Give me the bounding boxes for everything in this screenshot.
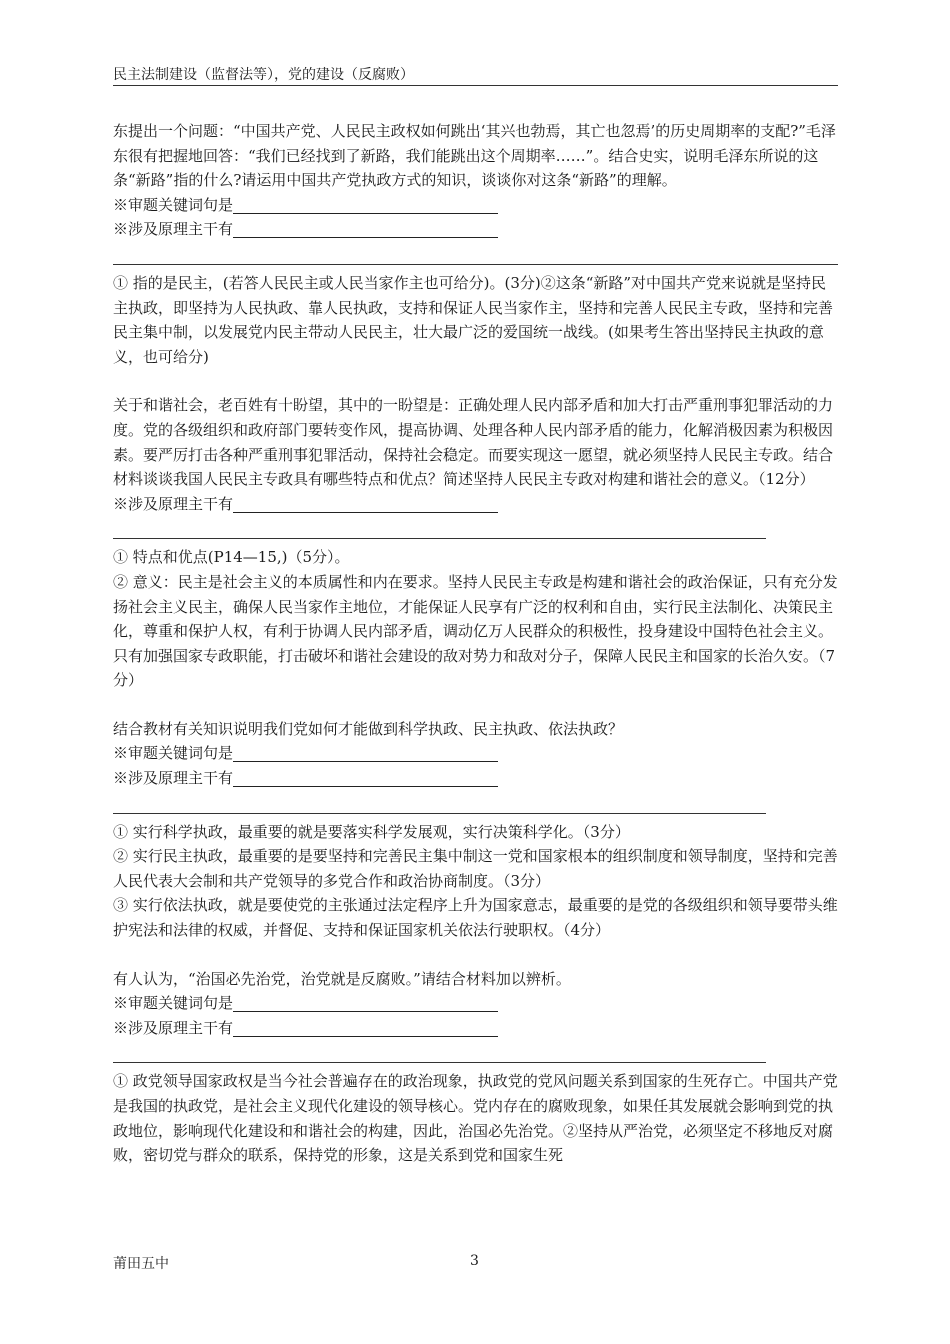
q1-keywords-blank bbox=[233, 195, 498, 214]
q4-answer-divider bbox=[113, 1062, 766, 1063]
q2-answer-1: ① 特点和优点(P14—15,)（5分）。 bbox=[113, 548, 350, 567]
q1-question: 东提出一个问题：“中国共产党、人民民主政权如何跳出‘其兴也勃焉，其亡也忽焉’的历史周期率的支配?”毛泽东很有把握地回答：“我们已经找到了新路，我们能跳出这个周期率……”。结合史实，说明毛泽东所说的这条“新路”指的什么?请运用中国共产党执政方式的知识，谈谈你对这条“新路”的理解。 bbox=[113, 122, 836, 190]
q2-principle-blank bbox=[233, 494, 498, 513]
q2-principle-label: ※涉及原理主干有 bbox=[113, 494, 234, 513]
header-divider bbox=[113, 85, 838, 86]
q3-principle-blank bbox=[233, 768, 498, 787]
q1-principle-blank bbox=[233, 219, 498, 238]
page-content bbox=[113, 119, 838, 1168]
q3-principle-label: ※涉及原理主干有 bbox=[113, 769, 234, 788]
q1-answer: ① 指的是民主，(若答人民民主或人民当家作主也可给分)。(3分)②这条“新路”对中国共产党来说就是坚持民主执政，即坚持为人民执政、靠人民执政，支持和保证人民当家作主，坚持和完善人民民主专政，坚持和完善民主集中制，以发展党内民主带动人民民主，壮大最广泛的爱国统一战线。(如果考生答出坚持民主执政的意义，也可给分) bbox=[113, 273, 834, 366]
page-header: 民主法制建设（监督法等），党的建设（反腐败） bbox=[113, 67, 414, 83]
q3-keywords-label: ※审题关键词句是 bbox=[113, 744, 234, 763]
q1-principle-label: ※涉及原理主干有 bbox=[113, 220, 234, 239]
q2-answer-divider bbox=[113, 538, 766, 539]
footer-school: 莆田五中 bbox=[113, 1256, 169, 1272]
q3-answer-3: ③ 实行依法执政，就是要使党的主张通过法定程序上升为国家意志，最重要的是党的各级组织和领导要带头维护宪法和法律的权威，并督促、支持和保证国家机关依法行驶职权。（4分） bbox=[113, 896, 838, 940]
q4-keywords-label: ※审题关键词句是 bbox=[113, 994, 234, 1013]
q2-question: 关于和谐社会，老百姓有十盼望，其中的一盼望是：正确处理人民内部矛盾和加大打击严重刑事犯罪活动的力度。党的各级组织和政府部门要转变作风，提高协调、处理各种人民内部矛盾的能力，化解消极因素为积极因素。要严厉打击各种严重刑事犯罪活动，保持社会稳定。而要实现这一愿望，就必须坚持人民民主专政。结合材料谈谈我国人民民主专政具有哪些特点和优点？简述坚持人民民主专政对构建和谐社会的意义。（12分） bbox=[113, 396, 834, 489]
q3-answer-divider bbox=[113, 813, 766, 814]
q3-principle-field bbox=[113, 766, 838, 791]
q1-principle-field bbox=[113, 217, 838, 242]
q4-keywords-blank bbox=[233, 993, 498, 1012]
q3-answer-2: ② 实行民主执政，最重要的是要坚持和完善民主集中制这一党和国家根本的组织制度和领导制度，坚持和完善人民代表大会制和共产党领导的多党合作和政治协商制度。（3分） bbox=[113, 847, 838, 890]
q1-keywords-label: ※审题关键词句是 bbox=[113, 195, 234, 214]
q4-principle-blank bbox=[233, 1018, 498, 1037]
q4-answer: ① 政党领导国家政权是当今社会普遍存在的政治现象，执政党的党风问题关系到国家的生死存亡。中国共产党是我国的执政党，是社会主义现代化建设的领导核心。党内存在的腐败现象，如果任其发展就会影响到党的执政地位，影响现代化建设和和谐社会的构建，因此，治国必先治党。②坚持从严治党，必须坚定不移地反对腐败，密切党与群众的联系，保持党的形象，这是关系到党和国家生死 bbox=[113, 1072, 838, 1165]
q2-principle-field bbox=[113, 492, 838, 517]
q1-answer-divider bbox=[113, 264, 838, 265]
q1-keywords-field bbox=[113, 193, 838, 218]
q4-principle-label: ※涉及原理主干有 bbox=[113, 1018, 234, 1037]
q3-keywords-blank bbox=[233, 743, 498, 762]
page-number: 3 bbox=[470, 1253, 479, 1269]
q4-principle-field bbox=[113, 1016, 838, 1041]
q3-keywords-field bbox=[113, 741, 838, 766]
q3-answer-1: ① 实行科学执政，最重要的就是要落实科学发展观，实行决策科学化。（3分） bbox=[113, 822, 630, 841]
q4-question: 有人认为，“治国必先治党，治党就是反腐败。”请结合材料加以辨析。 bbox=[113, 969, 571, 988]
q2-answer-2: ② 意义：民主是社会主义的本质属性和内在要求。坚持人民民主专政是构建和谐社会的政治保证，只有充分发扬社会主义民主，确保人民当家作主地位，才能保证人民享有广泛的权利和自由，实行民主法制化、决策民主化，尊重和保护人权，有利于协调人民内部矛盾，调动亿万人民群众的积极性，投身建设中国特色社会主义。只有加强国家专政职能，打击破坏和谐社会建设的敌对势力和敌对分子，保障人民民主和国家的长治久安。（7分） bbox=[113, 572, 838, 690]
q3-question: 结合教材有关知识说明我们党如何才能做到科学执政、民主执政、依法执政？ bbox=[113, 719, 624, 738]
q4-keywords-field bbox=[113, 991, 838, 1016]
